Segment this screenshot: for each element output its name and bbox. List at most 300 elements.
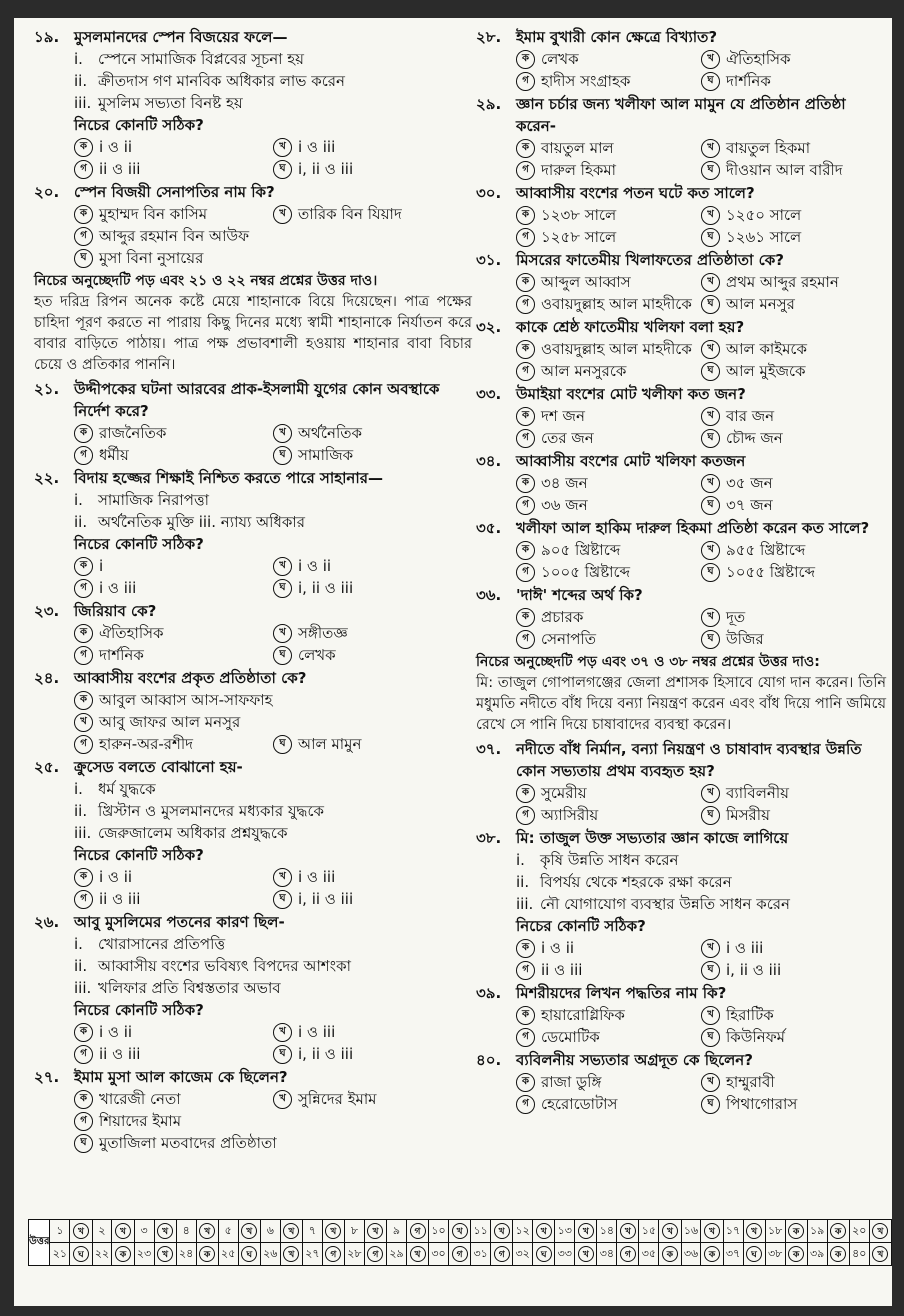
option-item — [273, 555, 472, 577]
option-marker: ঘ — [701, 1028, 720, 1047]
answer-number: ২৪ — [176, 1243, 196, 1266]
option-item — [273, 203, 472, 225]
answer-choice: ঘ — [241, 1246, 257, 1262]
option-item — [74, 158, 273, 180]
answer-choice: খ — [452, 1223, 468, 1239]
option-item — [701, 494, 886, 516]
answer-choice: খ — [199, 1223, 215, 1239]
answer-choice: ক — [704, 1246, 720, 1262]
choice-prompt: নিচের কোনটি সঠিক? — [74, 116, 204, 134]
statement-line — [34, 933, 472, 955]
option-text: ওবায়দুল্লাহ আল মাহদীকে — [541, 295, 692, 313]
answer-choice: ক — [830, 1223, 846, 1239]
option-item — [273, 733, 472, 755]
statement-line — [34, 48, 472, 70]
passage-text: হত দরিদ্র রিপন অনেক কষ্টে মেয়ে শাহানাকে বিয়ে দিয়েছেন। পাত্র পক্ষের চাহিদা পূরণ করতে না পারায় কিছু দিনের মধ্যে স্বামী শাহানাকে নির্যাতন করে বাবার বাড়িতে পাঠায়। পাত্র পক্ষ প্রভাবশালী হওয়ায় শাহানার বাবা বিচার চেয়ে ও প্রতিকার পাননি। — [34, 294, 472, 373]
answer-number: ৩ — [134, 1220, 154, 1243]
answer-number: ১১ — [471, 1220, 491, 1243]
choice-prompt: নিচের কোনটি সঠিক? — [74, 1001, 204, 1019]
option-text: মুহাম্মদ বিন কাসিম — [99, 205, 208, 223]
option-marker: ঘ — [701, 563, 720, 582]
statement-line — [34, 489, 472, 511]
answer-cell — [406, 1243, 428, 1266]
answer-choice: ক — [788, 1223, 804, 1239]
answer-choice: ক — [830, 1246, 846, 1262]
option-item — [701, 1093, 886, 1115]
answer-choice: খ — [73, 1223, 89, 1239]
option-text: ডেমোটিক — [541, 1028, 600, 1046]
option-item — [516, 338, 701, 360]
answer-choice: খ — [283, 1246, 299, 1262]
question-number: ২৩. — [34, 602, 60, 620]
question-text: ব্যবিলনীয় সভ্যতার অগ্রদূত কে ছিলেন? — [516, 1051, 753, 1069]
option-marker: গ — [74, 1045, 93, 1064]
answer-number: ১২ — [513, 1220, 533, 1243]
option-marker: খ — [273, 138, 292, 157]
answer-cell — [238, 1220, 260, 1243]
answer-cell — [449, 1243, 471, 1266]
option-item — [516, 137, 701, 159]
option-text: বায়তুল হিকমা — [726, 139, 811, 157]
option-marker: খ — [273, 557, 292, 576]
question-heading — [34, 378, 472, 422]
question-block — [34, 756, 472, 910]
question-heading — [476, 249, 886, 271]
question-block — [476, 738, 886, 826]
option-text: ১২৩৮ সালে — [541, 206, 617, 224]
option-marker: ঘ — [273, 646, 292, 665]
option-item — [516, 937, 701, 959]
option-text: দূত — [726, 608, 746, 626]
question-heading — [476, 982, 886, 1004]
question-text: মুসলমানদের স্পেন বিজয়ের ফলে— — [74, 28, 288, 46]
answer-number: ৩৫ — [639, 1243, 659, 1266]
option-item — [701, 48, 886, 70]
option-item — [74, 247, 472, 269]
passage-text: মি: তাজুল গোপালগঞ্জের জেলা প্রশাসক হিসাবে যোগ দান করেন। তিনি মধুমতি নদীতে বাঁধ দিয়ে বন্যা নিয়ন্ত্রণ করেন এবং বাঁধ দিয়ে পানি জমিয়ে রেখে সে পানি দিয়ে চাষাবাদের ব্যবস্থা করেন। — [476, 675, 886, 733]
option-marker: ঘ — [701, 1095, 720, 1114]
option-marker: গ — [516, 563, 535, 582]
option-marker: খ — [273, 424, 292, 443]
option-text: তারিক বিন যিয়াদ — [298, 205, 402, 223]
question-number: ৩৬. — [476, 586, 502, 604]
question-block — [34, 667, 472, 755]
answer-choice: গ — [410, 1223, 426, 1239]
answer-cell — [701, 1243, 723, 1266]
option-marker: ক — [74, 205, 93, 224]
question-block — [476, 517, 886, 583]
option-item — [701, 561, 886, 583]
answer-number: ১০ — [429, 1220, 449, 1243]
answer-number: ২৮ — [344, 1243, 364, 1266]
passage-block — [476, 652, 886, 736]
option-text: i, ii ও iii — [298, 1045, 354, 1063]
option-marker: খ — [701, 139, 720, 158]
option-marker: ক — [74, 1023, 93, 1042]
option-marker: গ — [74, 227, 93, 246]
option-item — [273, 422, 472, 444]
option-item — [701, 405, 886, 427]
option-marker: ক — [516, 541, 535, 560]
option-text: i ও iii — [298, 138, 336, 156]
option-text: কিউনিফর্ম — [726, 1028, 786, 1046]
option-marker: খ — [701, 340, 720, 359]
answer-cell — [533, 1243, 555, 1266]
option-item — [516, 48, 701, 70]
options-grid — [34, 422, 472, 466]
answer-number: ৪০ — [849, 1243, 869, 1266]
question-number: ৩৮. — [476, 829, 502, 847]
question-number: ৪০. — [476, 1051, 502, 1069]
option-marker: ক — [74, 1090, 93, 1109]
option-marker: গ — [74, 160, 93, 179]
option-item — [74, 444, 273, 466]
answer-choice: ক — [115, 1246, 131, 1262]
option-text: লেখক — [541, 50, 579, 68]
option-marker: ক — [516, 474, 535, 493]
answer-cell — [364, 1220, 386, 1243]
answer-number: ৩২ — [513, 1243, 533, 1266]
option-text: ৩৬ জন — [541, 496, 588, 514]
option-item — [516, 472, 701, 494]
option-item — [74, 733, 273, 755]
option-text: ১০০৫ খ্রিষ্টাব্দে — [541, 563, 631, 581]
statement-text: মুসলিম সভ্যতা বিনষ্ট হয় — [98, 94, 243, 112]
question-heading — [476, 26, 886, 48]
option-marker: গ — [74, 890, 93, 909]
question-text: নদীতে বাঁধ নির্মান, বন্যা নিয়ন্ত্রণ ও চাষাবাদ ব্যবস্থার উন্নতি কোন সভ্যতায় প্রথম ব্যবহৃত হয়? — [516, 740, 862, 780]
statement-numeral: i. — [74, 491, 83, 509]
option-text: ii ও iii — [541, 961, 583, 979]
option-text: i, ii ও iii — [726, 961, 782, 979]
question-number: ৩৫. — [476, 519, 502, 537]
option-item — [516, 204, 701, 226]
option-item — [74, 225, 472, 247]
option-text: বার জন — [726, 407, 775, 425]
option-text: ১০৫৫ খ্রিষ্টাব্দে — [726, 563, 816, 581]
answer-cell — [196, 1220, 218, 1243]
answer-number: ১ — [50, 1220, 70, 1243]
statement-text: বিপর্যয় থেকে শহরকে রক্ষা করেন — [540, 873, 732, 891]
option-item — [516, 1026, 701, 1048]
option-text: ১২৫৮ সালে — [541, 228, 617, 246]
options-grid — [476, 937, 886, 981]
option-marker: গ — [74, 735, 93, 754]
option-item — [74, 711, 472, 733]
option-text: হাদীস সংগ্রাহক — [541, 72, 631, 90]
option-item — [273, 577, 472, 599]
option-text: রাজা ডুঙ্গি — [541, 1073, 602, 1091]
option-text: আব্দুল আব্বাস — [541, 273, 631, 291]
option-marker: ঘ — [701, 228, 720, 247]
answer-cell — [701, 1220, 723, 1243]
option-text: i ও ii — [99, 868, 133, 886]
statement-line — [34, 778, 472, 800]
statement-numeral: ii. — [516, 873, 530, 891]
answer-cell — [869, 1243, 891, 1266]
option-marker: ক — [74, 557, 93, 576]
answer-key-table — [28, 1219, 892, 1266]
statement-text: খ্রিস্টান ও মুসলমানদের মধ্যকার যুদ্ধকে — [98, 802, 325, 820]
options-grid — [476, 204, 886, 248]
answer-number: ২৭ — [302, 1243, 322, 1266]
answer-cell — [617, 1243, 639, 1266]
option-item — [701, 137, 886, 159]
question-heading — [34, 1066, 472, 1088]
option-marker: গ — [516, 362, 535, 381]
option-text: i ও iii — [298, 1023, 336, 1041]
statement-numeral: i. — [74, 50, 83, 68]
option-item — [516, 1071, 701, 1093]
option-item — [74, 555, 273, 577]
statement-numeral: i. — [74, 935, 83, 953]
option-item — [74, 689, 472, 711]
statement-line — [476, 849, 886, 871]
option-text: দারুল হিকমা — [541, 161, 617, 179]
option-marker: ক — [516, 1006, 535, 1025]
option-text: আল মুইজকে — [726, 362, 806, 380]
statement-line — [34, 70, 472, 92]
question-text: ক্রুসেড বলতে বোঝানো হয়- — [74, 758, 243, 776]
option-marker: ঘ — [701, 295, 720, 314]
options-list — [34, 689, 472, 733]
option-item — [701, 606, 886, 628]
answer-number: ১৮ — [765, 1220, 785, 1243]
question-text: জ্ঞান চর্চার জন্য খলীফা আল মামুন যে প্রতিষ্ঠান প্রতিষ্ঠা করেন- — [516, 95, 846, 135]
answer-choice: খ — [662, 1223, 678, 1239]
question-heading — [34, 911, 472, 933]
option-text: i ও ii — [298, 557, 332, 575]
option-item — [516, 1004, 701, 1026]
option-item — [516, 405, 701, 427]
passage-block — [34, 271, 472, 376]
question-heading — [476, 450, 886, 472]
options-grid — [476, 405, 886, 449]
option-item — [701, 204, 886, 226]
statement-text: খোরাসানের প্রতিপত্তি — [98, 935, 226, 953]
option-item — [273, 622, 472, 644]
answer-cell — [364, 1243, 386, 1266]
question-heading — [476, 1049, 886, 1071]
option-marker: ঘ — [74, 1134, 93, 1153]
answer-number: ২১ — [50, 1243, 70, 1266]
question-number: ৩৯. — [476, 984, 502, 1002]
question-text: স্পেন বিজয়ী সেনাপতির নাম কি? — [74, 183, 275, 201]
option-text: হারুন-অর-রশীদ — [99, 735, 194, 753]
option-marker: ক — [74, 691, 93, 710]
answer-number: ৬ — [260, 1220, 280, 1243]
answer-cell — [322, 1220, 344, 1243]
option-item — [701, 472, 886, 494]
question-block — [34, 600, 472, 666]
option-marker: খ — [273, 1023, 292, 1042]
option-marker: খ — [701, 206, 720, 225]
answer-cell — [575, 1220, 597, 1243]
answer-number: ২ — [92, 1220, 112, 1243]
option-text: ৯০৫ খ্রিষ্টাব্দে — [541, 541, 621, 559]
question-text: মিশরীয়দের লিখন পদ্ধতির নাম কি? — [516, 984, 727, 1002]
option-marker: গ — [516, 429, 535, 448]
option-item — [273, 644, 472, 666]
question-text: ইমাম বুখারী কোন ক্ষেত্রে বিখ্যাত? — [516, 28, 718, 46]
answer-cell — [785, 1220, 807, 1243]
options-grid — [34, 733, 472, 755]
statement-line — [34, 955, 472, 977]
choice-prompt: নিচের কোনটি সঠিক? — [516, 917, 646, 935]
option-item — [701, 959, 886, 981]
option-marker: ঘ — [273, 890, 292, 909]
option-marker: ক — [516, 608, 535, 627]
option-marker: ক — [74, 624, 93, 643]
question-block — [476, 982, 886, 1048]
option-text: শিয়াদের ইমাম — [99, 1112, 182, 1130]
question-block — [476, 93, 886, 181]
question-block — [34, 378, 472, 466]
option-marker: ক — [74, 868, 93, 887]
question-number: ৩৩. — [476, 385, 502, 403]
answer-cell — [154, 1243, 176, 1266]
answer-choice: ঘ — [746, 1246, 762, 1262]
answer-cell — [491, 1243, 513, 1266]
option-text: মুতাজিলা মতবাদের প্রতিষ্ঠাতা — [99, 1134, 277, 1152]
statement-numeral: ii. — [74, 513, 88, 531]
answer-choice: গ — [620, 1246, 636, 1262]
option-text: আবুল আব্বাস আস-সাফফাহ — [99, 691, 273, 709]
answer-number: ২২ — [92, 1243, 112, 1266]
answer-choice: খ — [241, 1223, 257, 1239]
statement-line — [34, 822, 472, 844]
statement-text: অর্থনৈতিক মুক্তি iii. ন্যায্য অধিকার — [98, 513, 305, 531]
right-column — [476, 26, 886, 1116]
question-text: মি: তাজুল উক্ত সভ্যতার জ্ঞান কাজে লাগিয়ে — [516, 829, 789, 847]
option-text: দার্শনিক — [99, 646, 144, 664]
answer-number: ২০ — [849, 1220, 869, 1243]
question-block — [34, 911, 472, 1065]
option-text: ৩৫ জন — [726, 474, 773, 492]
option-item — [516, 70, 701, 92]
answer-choice: গ — [367, 1246, 383, 1262]
option-marker: ক — [74, 138, 93, 157]
option-item — [516, 226, 701, 248]
option-item — [516, 539, 701, 561]
option-text: সুন্নিদের ইমাম — [298, 1090, 377, 1108]
option-item — [273, 1043, 472, 1065]
answer-cell — [112, 1220, 134, 1243]
answer-cell — [659, 1220, 681, 1243]
option-marker: গ — [516, 295, 535, 314]
option-item — [516, 159, 701, 181]
question-block — [34, 1066, 472, 1154]
question-number: ৩১. — [476, 251, 502, 269]
option-item — [516, 494, 701, 516]
option-text: ii ও iii — [99, 1045, 141, 1063]
option-text: i ও iii — [298, 868, 336, 886]
question-heading — [476, 316, 886, 338]
option-text: সামাজিক — [298, 446, 354, 464]
answer-cell — [280, 1243, 302, 1266]
option-item — [701, 1026, 886, 1048]
statement-text: আব্বাসীয় বংশের ভবিষ্যৎ বিপদের আশংকা — [98, 957, 351, 975]
option-item — [74, 1110, 472, 1132]
option-marker: খ — [273, 624, 292, 643]
option-text: আব্দুর রহমান বিন আউফ — [99, 227, 250, 245]
option-text: ii ও iii — [99, 160, 141, 178]
option-text: সঙ্গীতজ্ঞ — [298, 624, 348, 642]
option-item — [273, 1088, 472, 1110]
option-item — [516, 628, 701, 650]
question-number: ৩০. — [476, 184, 502, 202]
option-text: আল কাইমকে — [726, 340, 807, 358]
option-marker: খ — [701, 1073, 720, 1092]
option-text: ii ও iii — [99, 890, 141, 908]
option-text: i, ii ও iii — [298, 160, 354, 178]
option-marker: খ — [701, 541, 720, 560]
answer-number: ৩৮ — [765, 1243, 785, 1266]
option-item — [74, 1088, 273, 1110]
statement-line — [34, 92, 472, 114]
answer-number: ৩৯ — [807, 1243, 827, 1266]
statement-text: কৃষি উন্নতি সাধন করেন — [540, 851, 679, 869]
option-marker: খ — [273, 868, 292, 887]
answer-cell — [196, 1243, 218, 1266]
options-grid — [34, 866, 472, 910]
option-text: মিসরীয় — [726, 806, 770, 824]
answer-number: ১৬ — [681, 1220, 701, 1243]
answer-choice: খ — [367, 1223, 383, 1239]
choice-prompt: নিচের কোনটি সঠিক? — [74, 535, 204, 553]
answer-choice: ক — [788, 1246, 804, 1262]
question-block — [34, 181, 472, 269]
option-marker: ক — [516, 340, 535, 359]
option-item — [74, 577, 273, 599]
option-marker: ক — [516, 1073, 535, 1092]
option-item — [74, 136, 273, 158]
question-number: ২২. — [34, 469, 60, 487]
statement-text: নৌ যোগাযোগ ব্যবস্থার উন্নতি সাধন করেন — [540, 895, 790, 913]
question-text: 'দাঈ' শব্দের অর্থ কি? — [516, 586, 643, 604]
option-text: i ও iii — [99, 579, 137, 597]
option-marker: খ — [701, 784, 720, 803]
question-block — [476, 383, 886, 449]
option-text: হেরোডোটাস — [541, 1095, 618, 1113]
answer-choice: খ — [157, 1246, 173, 1262]
question-block — [476, 1049, 886, 1115]
answer-number: ৯ — [387, 1220, 407, 1243]
option-marker: খ — [701, 939, 720, 958]
option-item — [273, 888, 472, 910]
option-text: চৌদ্দ জন — [726, 429, 783, 447]
option-text: i, ii ও iii — [298, 890, 354, 908]
option-item — [701, 360, 886, 382]
question-heading — [34, 181, 472, 203]
answer-number: ৩৬ — [681, 1243, 701, 1266]
statement-line — [34, 800, 472, 822]
question-text: আব্বাসীয় বংশের পতন ঘটে কত সালে? — [516, 184, 755, 202]
answer-choice: খ — [620, 1223, 636, 1239]
option-item — [516, 959, 701, 981]
option-text: i ও ii — [99, 138, 133, 156]
option-marker: গ — [74, 446, 93, 465]
option-text: ওবায়দুল্লাহ আল মাহদীকে — [541, 340, 692, 358]
option-marker: খ — [701, 407, 720, 426]
options-grid — [476, 48, 886, 92]
answer-choice: গ — [494, 1246, 510, 1262]
option-item — [516, 271, 701, 293]
option-item — [516, 427, 701, 449]
option-item — [701, 1071, 886, 1093]
option-marker: ক — [516, 50, 535, 69]
statement-line — [34, 511, 472, 533]
